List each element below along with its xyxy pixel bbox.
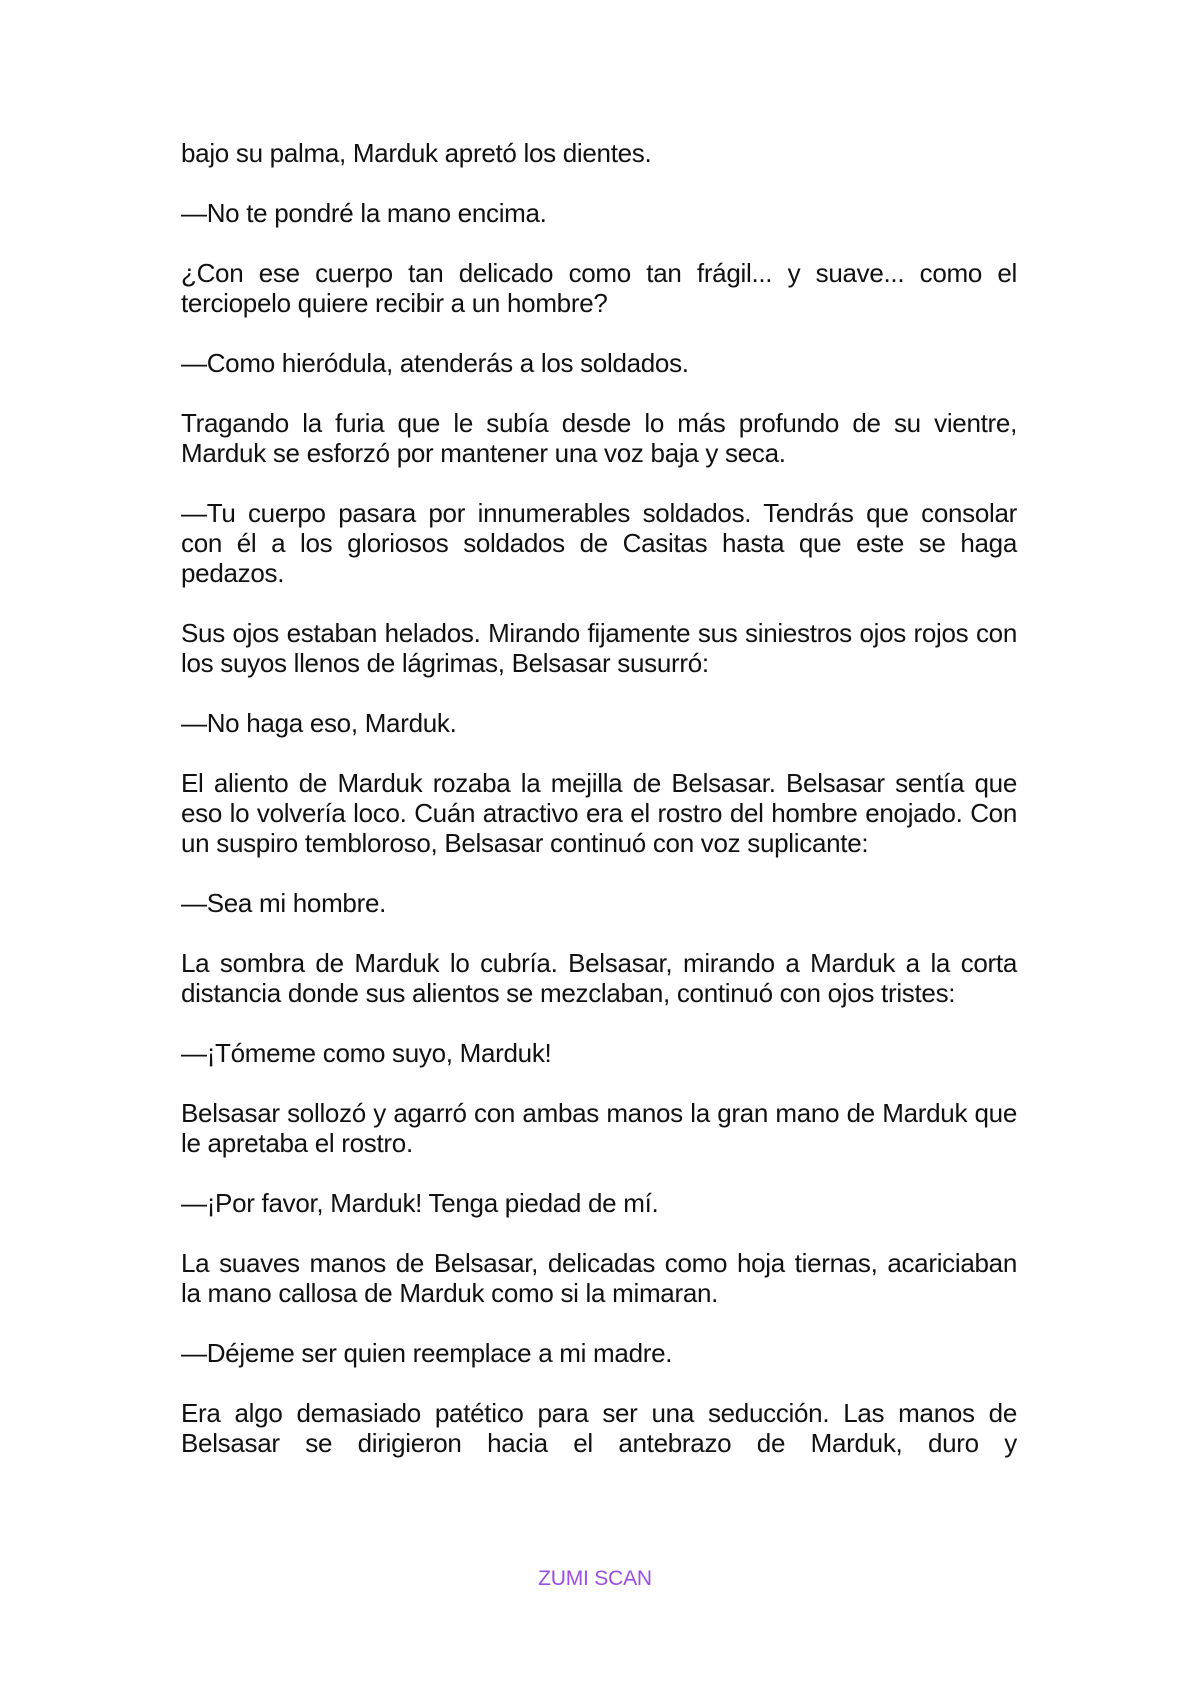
dialogue-line: —No haga eso, Marduk. [181,708,457,738]
paragraph: Tragando la furia que le subía desde lo más profundo de su vientre, Marduk se esforzó por mantener una voz baja y seca. [181,408,1017,468]
paragraph: La suaves manos de Belsasar, delicadas como hoja tiernas, acariciaban la mano callosa de Marduk como si la mimaran. [181,1248,1017,1308]
dialogue-line: —Tu cuerpo pasara por innumerables soldados. Tendrás que consolar con él a los gloriosos soldados de Casitas hasta que este se haga pedazos. [181,498,1017,588]
dialogue-line: —Como hieródula, atenderás a los soldados. [181,348,689,378]
dialogue-line: —¡Tómeme como suyo, Marduk! [181,1038,552,1068]
paragraph: Era algo demasiado patético para ser una seducción. Las manos de Belsasar se dirigieron hacia el antebrazo de Marduk, duro y [181,1398,1017,1458]
dialogue-line: —Déjeme ser quien reemplace a mi madre. [181,1338,673,1368]
paragraph: bajo su palma, Marduk apretó los dientes. [181,138,652,168]
paragraph: ¿Con ese cuerpo tan delicado como tan frágil... y suave... como el terciopelo quiere recibir a un hombre? [181,258,1017,318]
footer-watermark: ZUMI SCAN [538,1567,652,1590]
paragraph: La sombra de Marduk lo cubría. Belsasar, mirando a Marduk a la corta distancia donde sus alientos se mezclaban, continuó con ojos tristes: [181,948,1017,1008]
document-body [181,138,1017,1488]
paragraph: Belsasar sollozó y agarró con ambas manos la gran mano de Marduk que le apretaba el rostro. [181,1098,1017,1158]
paragraph: El aliento de Marduk rozaba la mejilla de Belsasar. Belsasar sentía que eso lo volvería loco. Cuán atractivo era el rostro del hombre enojado. Con un suspiro tembloroso, Belsasar continuó con voz suplicante: [181,768,1017,858]
paragraph: Sus ojos estaban helados. Mirando fijamente sus siniestros ojos rojos con los suyos llenos de lágrimas, Belsasar susurró: [181,618,1017,678]
dialogue-line: —No te pondré la mano encima. [181,198,547,228]
dialogue-line: —¡Por favor, Marduk! Tenga piedad de mí. [181,1188,659,1218]
dialogue-line: —Sea mi hombre. [181,888,387,918]
